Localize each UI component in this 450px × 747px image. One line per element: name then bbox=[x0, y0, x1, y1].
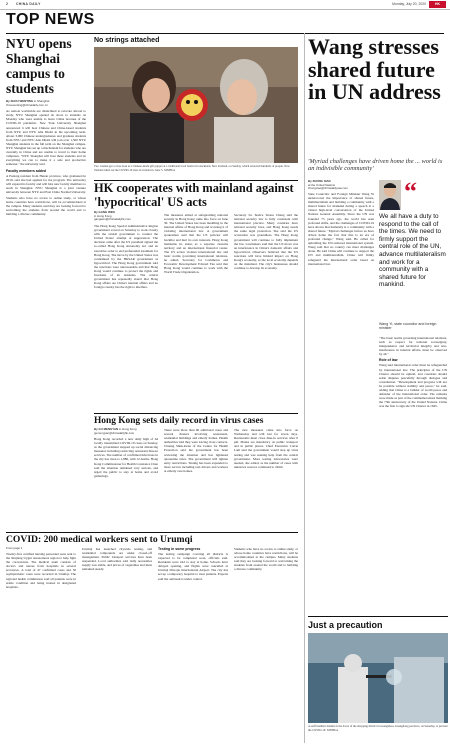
wang-email[interactable]: zhongxiao@chinadailyusa.com bbox=[308, 186, 348, 191]
hk-author: By GANG WEN bbox=[94, 210, 115, 214]
virus-place: in Hong Kong bbox=[118, 427, 137, 431]
virus-author: By GU MENGYAN bbox=[94, 427, 119, 431]
hk-email[interactable]: gangwen@chinadailyhk.com bbox=[94, 217, 131, 222]
hk-headline[interactable]: HK cooperates with mainland against 'hypocritical' US acts bbox=[94, 181, 294, 209]
disinfection-illustration bbox=[308, 633, 448, 723]
hk-col-2: The measures aimed at safeguarding national security in Hong Kong came into force on June 30. The United States has been meddling in the internal affairs of Hong Kong and accusing it of violating international law. A government spokesman said that the US policies will backfire and hurt its own interests. Hong Kong maintains its status as a separate customs territory and an international financial center. The US action violates international law and basic norms governing international relations, he added. Secretary for Commerce and Economic Development Edward Yau said that Hong Kong would continue to work with the World Trade Organization. bbox=[164, 213, 228, 275]
nyu-body-3: Students who have no access to online study, or whose home countries have restrictions, will be accommodated at the campus. Many students said they are looking forward to welcoming the students from around the world and to building a diverse community. bbox=[6, 195, 86, 217]
puppet-festival-photo bbox=[94, 47, 298, 163]
wang-place: at the United Nations bbox=[308, 182, 335, 187]
covid-headline[interactable]: COVID: 200 medical workers sent to Urumqi bbox=[6, 534, 193, 545]
person-portrait-icon bbox=[379, 180, 401, 210]
covid-col-3-wrap bbox=[158, 547, 228, 742]
quote-mark-icon: “ bbox=[404, 177, 417, 206]
covid-col-1: Twenty-five certified nursing personnel were sent to the Xinjiang Uygur autonomous region to help fight the coronavirus. The medical team consists of doctors and nurses from hospitals in several provinces. A total of 47 confirmed cases and 50 asymptomatic cases were recorded in Urumqi. The regional health commission said all patients were in stable condition and being treated in designated hospitals. bbox=[6, 552, 76, 589]
photo-tag-strings: No strings attached bbox=[94, 37, 160, 44]
covid-intro: From page 1 bbox=[6, 546, 23, 550]
precaution-top-rule bbox=[308, 616, 448, 617]
nyu-place: in Shanghai bbox=[33, 99, 50, 103]
wang-portrait bbox=[379, 180, 401, 210]
virus-top-rule bbox=[94, 413, 298, 414]
hk-byline bbox=[94, 211, 154, 222]
wang-col-1: State Councilor and Foreign Minister Wang Yi underscored the importance of shared future, multilateralism and building a community with a shared future for mankind during a speech at a virtual high-level conversation of the United Nations General Assembly. Since the UN was founded 75 years ago, the world has seen profound shifts, and the challenges of COVID-19 have shown that humanity is a community with a shared future. "Myriad challenges before us have driven home the fact that this is an era of profound change," Wang said. He called for upholding the UN-centered international system. Wang said that no country can meet challenges alone. He said China will continue to support the UN and multilateralism. China will firmly safeguard the international order based on international law. bbox=[308, 192, 374, 266]
photo-caption-precaution: A staff member disinfects the doors of the shopping district in Guangzhou, Guangdong province, on Saturday, to prevent the COVID-19. XINHUA bbox=[308, 724, 448, 732]
wang-subheadline: 'Myriad challenges have driven home the ... world is an indivisible community' bbox=[308, 158, 443, 173]
photo-tag-precaution: Just a precaution bbox=[308, 620, 383, 630]
covid-col-3: The testing campaign covering all districts is expected to be completed soon, officials said. Residents were told to stay at home. Schools have delayed opening, and flights were cancelled at Urumqi Diwopu International Airport. The city has set up a temporary hospital to treat patients. Experts said the outbreak is under control. bbox=[158, 552, 228, 581]
virus-headline[interactable]: Hong Kong sets daily record in virus cases bbox=[94, 416, 264, 426]
nyu-subhead: Faculty members added bbox=[6, 168, 47, 173]
nyu-body-2: A Pudong resident from Henan province, who graduated in 2019, said she had applied for the program. The university will expand its faculty and will hire new faculty members to teach in Shanghai. NYU Shanghai is a joint venture university between NYU and East China Normal University. bbox=[6, 173, 86, 194]
section-title: TOP NEWS bbox=[6, 11, 95, 28]
article-nyu bbox=[6, 36, 86, 466]
virus-byline bbox=[94, 428, 158, 435]
covid-top-rule bbox=[6, 532, 298, 533]
right-column-divider bbox=[304, 33, 305, 743]
wang-col-3: "The basic norms governing international relations, such as respect for national sovereignty, independence and territorial integrity and non-interference in internal affairs, must be observed by all." bbox=[379, 336, 447, 357]
photo-caption-strings: Two women get a close look at a Chinese-made gift puppet at a traditional local festival in Auckland, New Zealand, on Sunday, which attracted hundreds of people. New Zealand ruled out the COVID-19 state in lockdown. June 5. XINHUA bbox=[94, 164, 290, 172]
publication-name: CHINA DAILY bbox=[16, 2, 41, 6]
hk-col-3: Secretary for Justice Teresa Cheng said the national security law is fully consistent with international practice. Many countries have national security laws, and Hong Kong needs the same legal protection. She said the US accusation was groundless. The Hong Kong government will continue to fully implement the law. Lawmakers said that the US move was an interference in China's domestic affairs and hypocritical. Observers believed that the US sanctions will have limited impact on Hong Kong's economy, as the local economy depends on the mainland. The city's businesses should continue to develop its economy. bbox=[234, 213, 298, 271]
wang-author: By ZHONG XIAO bbox=[308, 179, 331, 183]
hk-col-1: The Hong Kong Special Administrative Region government vowed on Saturday to work closely with the central government to counter the United States' attempt at suppression. The decision came after the US president signed the so-called Hong Kong Autonomy Act and an executive order to end preferential treatment for Hong Kong. The move by the United States was condemned by the HKSAR government as hypocritical. The Hong Kong government said the sanctions were unreasonable and that Hong Kong would continue to protect the rights and freedoms of its residents. The central government has repeatedly stated that Hong Kong affairs are China's internal affairs and no foreign country has the right to interfere. bbox=[94, 224, 158, 290]
precaution-photo bbox=[308, 633, 448, 723]
wang-pull-quote: We all have a duty to respond to the call of the times. We need to firmly support the central role of the UN, advance multilateralism and work for a community with a shared future for mankind. bbox=[379, 213, 446, 289]
virus-email[interactable]: gumengyan@chinadailyhk.com bbox=[94, 430, 135, 435]
wang-headline[interactable]: Wang stresses shared future in UN address bbox=[308, 34, 441, 104]
nyu-body: As remote worldwide are disinclined to relocate abroad to study, NYU Shanghai opened its doors to students on Monday who were unable to leave China because of the COVID-19 pandemic. New York University Shanghai announced it will host Chinese and China-based students from NYU and NYU Abu Dhabi in the upcoming term. About 3,000 Chinese undergraduates and graduate students from NYU and NYU Abu Dhabi will join over 1,500 NYU Shanghai students in the fall term on the Shanghai campus. NYU Shanghai has set up a mechanism for students who are currently in China and are unable to travel to their home campuses. "NYU Shanghai will host these students and do everything we can to make it a safe and productive semester," the university said. bbox=[6, 109, 86, 167]
wang-pull-attribution: Wang Yi, state councilor and foreign minister bbox=[379, 322, 437, 331]
wang-col-3-wrap bbox=[379, 336, 447, 614]
nyu-headline[interactable]: NYU opens Shanghai campus to students bbox=[6, 36, 72, 96]
covid-col-4: Students who have no access to online study, or whose home countries have restrictions, will be accommodated at the campus. Many students said they are looking forward to welcoming the students from around the world and to building a diverse community. bbox=[234, 547, 298, 572]
puppet-festival-illustration bbox=[94, 47, 298, 163]
hk-place: in Hong Kong bbox=[94, 213, 112, 218]
virus-col-3: The new measures came into force on Wednesday and will last for seven days. Restaurants must close dine-in services after 6 pm. Masks are mandatory on public transport and in public places. Chief Executive Carrie Lam said the government would step up virus testing and was seeking help from the central government. More testing laboratories were needed, she added, as the number of cases with unknown sources continued to climb. bbox=[234, 428, 298, 469]
wang-byline bbox=[308, 180, 368, 191]
wang-subhead: Role of law bbox=[379, 358, 398, 363]
covid-subhead: Testing in some progress bbox=[158, 547, 201, 551]
covid-col-2: Urumqi has launched citywide testing, and residential compounds are under closed-off management. Public transport services have been suspended. Local authorities said daily necessities supply was stable, and prices of vegetables and meat remained steady. bbox=[82, 547, 152, 572]
nyu-byline bbox=[6, 100, 86, 107]
edition-badge: HK bbox=[429, 1, 446, 8]
issue-date: Monday, July 20, 2020 bbox=[392, 2, 426, 6]
nyu-author: By ZHOU WENTING bbox=[6, 99, 34, 103]
virus-col-1: Hong Kong recorded a new daily high of 64 locally transmitted COVID-19 cases on Sunday, as the government stepped up social distancing measures including restricting restaurant dine-in services. The number of confirmed infections in the city has risen to 1,886, with 12 deaths. Hong Kong Commissioner for Health Constance Chan said the situation remained very serious, and urged the public to stay at home and avoid gatherings. bbox=[94, 437, 158, 478]
wang-col-3b: Wang said international order must be safeguarded by international law. The principles of the UN Charter should be upheld, and countries should settle disputes peacefully through dialogue and consultation. "Development and progress will not be possible without stability and peace," he said, adding that China is a builder of world peace and defender of the international order. The remarks were made as part of the commemorations marking the 75th anniversary of the United Nations. China was the first to sign the UN Charter in 1945. bbox=[379, 363, 447, 409]
virus-col-2: There were more than 60 additional cases and several clusters involving restaurants, residential buildings and elderly homes. Health authorities said they were tracing close contacts. Chuang Shuk-kwan of the Centre for Health Protection said the government has been reviewing the situation and has tightened quarantine rules. The government will tighten entry restrictions. Testing has been expanded to more sectors including taxi drivers and workers at elderly care homes. bbox=[164, 428, 228, 473]
page-number: 2 bbox=[6, 2, 8, 6]
nyu-email[interactable]: zhouwenting@chinadaily.com.cn bbox=[6, 102, 48, 107]
page-header bbox=[0, 0, 450, 10]
